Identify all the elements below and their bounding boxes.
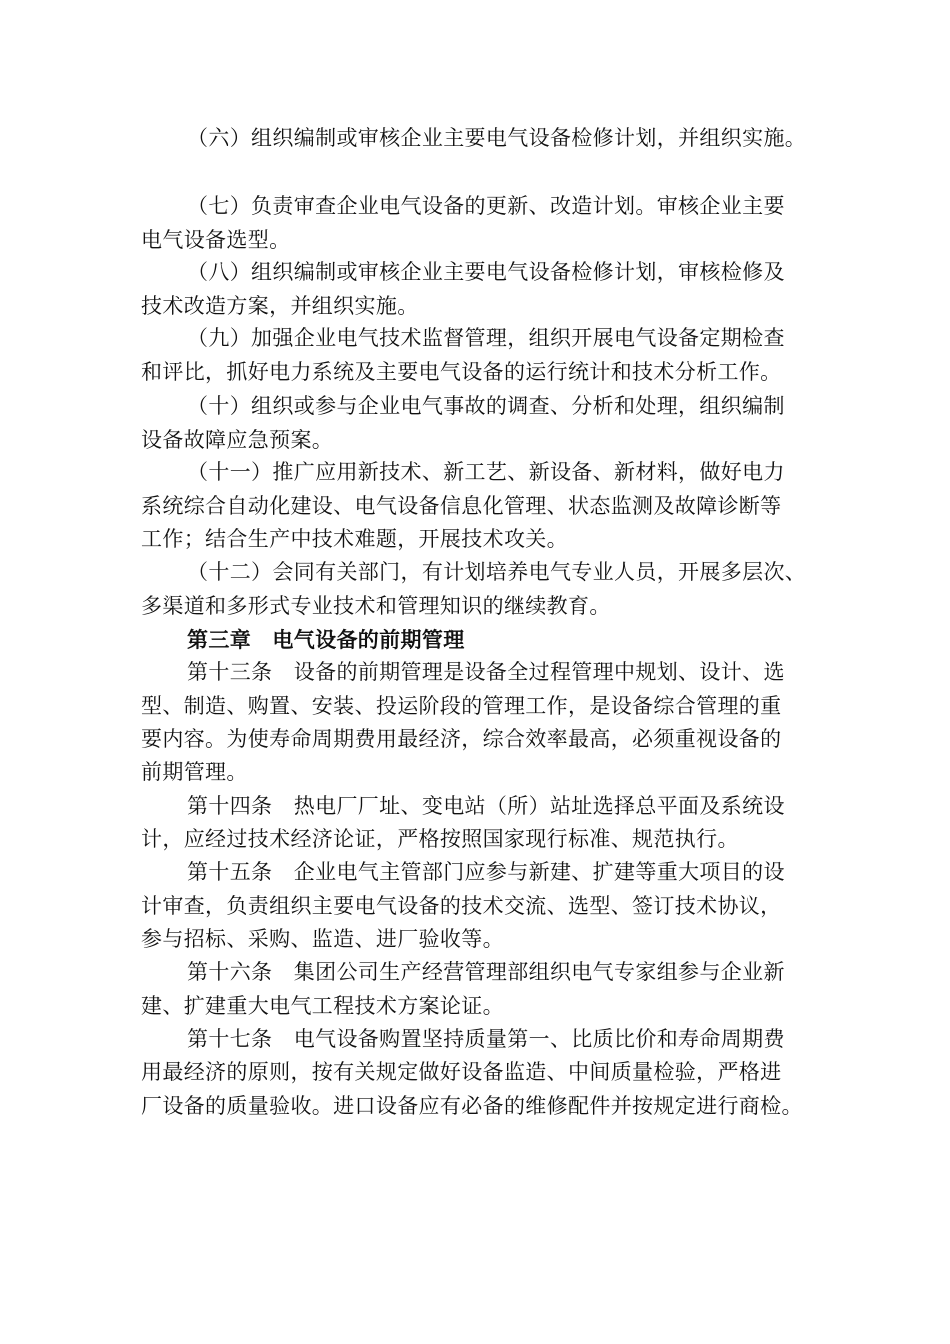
paragraph-9-line-2: 和评比，抓好电力系统及主要电气设备的运行统计和技术分析工作。 xyxy=(141,360,782,384)
article-17-line-1: 第十七条 电气设备购置坚持质量第一、比质比价和寿命周期费 xyxy=(187,1027,785,1051)
article-15-line-1: 第十五条 企业电气主管部门应参与新建、扩建等重大项目的设 xyxy=(187,860,785,884)
article-14-line-1: 第十四条 热电厂厂址、变电站（所）站址选择总平面及系统设 xyxy=(187,794,785,818)
paragraph-9-line-1: （九）加强企业电气技术监督管理，组织开展电气设备定期检查 xyxy=(187,326,785,350)
article-17-line-3: 厂设备的质量验收。进口设备应有必备的维修配件并按规定进行商检。 xyxy=(141,1094,803,1118)
article-15-line-3: 参与招标、采购、监造、进厂验收等。 xyxy=(141,927,504,951)
article-13-line-1: 第十三条 设备的前期管理是设备全过程管理中规划、设计、选 xyxy=(187,660,785,684)
chapter-heading: 第三章 电气设备的前期管理 xyxy=(187,627,465,652)
paragraph-7-line-1: （七）负责审查企业电气设备的更新、改造计划。审核企业主要 xyxy=(187,194,785,218)
paragraph-11-line-2: 系统综合自动化建设、电气设备信息化管理、状态监测及故障诊断等 xyxy=(141,494,782,518)
paragraph-8-line-2: 技术改造方案，并组织实施。 xyxy=(141,294,419,318)
paragraph-8-line-1: （八）组织编制或审核企业主要电气设备检修计划，审核检修及 xyxy=(187,260,785,284)
paragraph-10-line-2: 设备故障应急预案。 xyxy=(141,428,334,452)
article-16-line-1: 第十六条 集团公司生产经营管理部组织电气专家组参与企业新 xyxy=(187,960,785,984)
paragraph-10-line-1: （十）组织或参与企业电气事故的调查、分析和处理，组织编制 xyxy=(187,394,785,418)
paragraph-6-line-1: （六）组织编制或审核企业主要电气设备检修计划，并组织实施。 xyxy=(187,126,807,150)
article-16-line-2: 建、扩建重大电气工程技术方案论证。 xyxy=(141,994,504,1018)
article-13-line-3: 要内容。为使寿命周期费用最经济，综合效率最高，必须重视设备的 xyxy=(141,727,782,751)
article-14-line-2: 计，应经过技术经济论证，严格按照国家现行标准、规范执行。 xyxy=(141,827,739,851)
paragraph-11-line-3: 工作；结合生产中技术难题，开展技术攻关。 xyxy=(141,527,568,551)
article-13-line-2: 型、制造、购置、安装、投运阶段的管理工作，是设备综合管理的重 xyxy=(141,694,782,718)
paragraph-7-line-2: 电气设备选型。 xyxy=(141,228,291,252)
paragraph-12-line-2: 多渠道和多形式专业技术和管理知识的继续教育。 xyxy=(141,594,611,618)
paragraph-11-line-1: （十一）推广应用新技术、新工艺、新设备、新材料，做好电力 xyxy=(187,460,785,484)
paragraph-12-line-1: （十二）会同有关部门，有计划培养电气专业人员，开展多层次、 xyxy=(187,560,807,584)
article-17-line-2: 用最经济的原则，按有关规定做好设备监造、中间质量检验，严格进 xyxy=(141,1060,782,1084)
article-15-line-2: 计审查，负责组织主要电气设备的技术交流、选型、签订技术协议， xyxy=(141,894,782,918)
article-13-line-4: 前期管理。 xyxy=(141,760,248,784)
